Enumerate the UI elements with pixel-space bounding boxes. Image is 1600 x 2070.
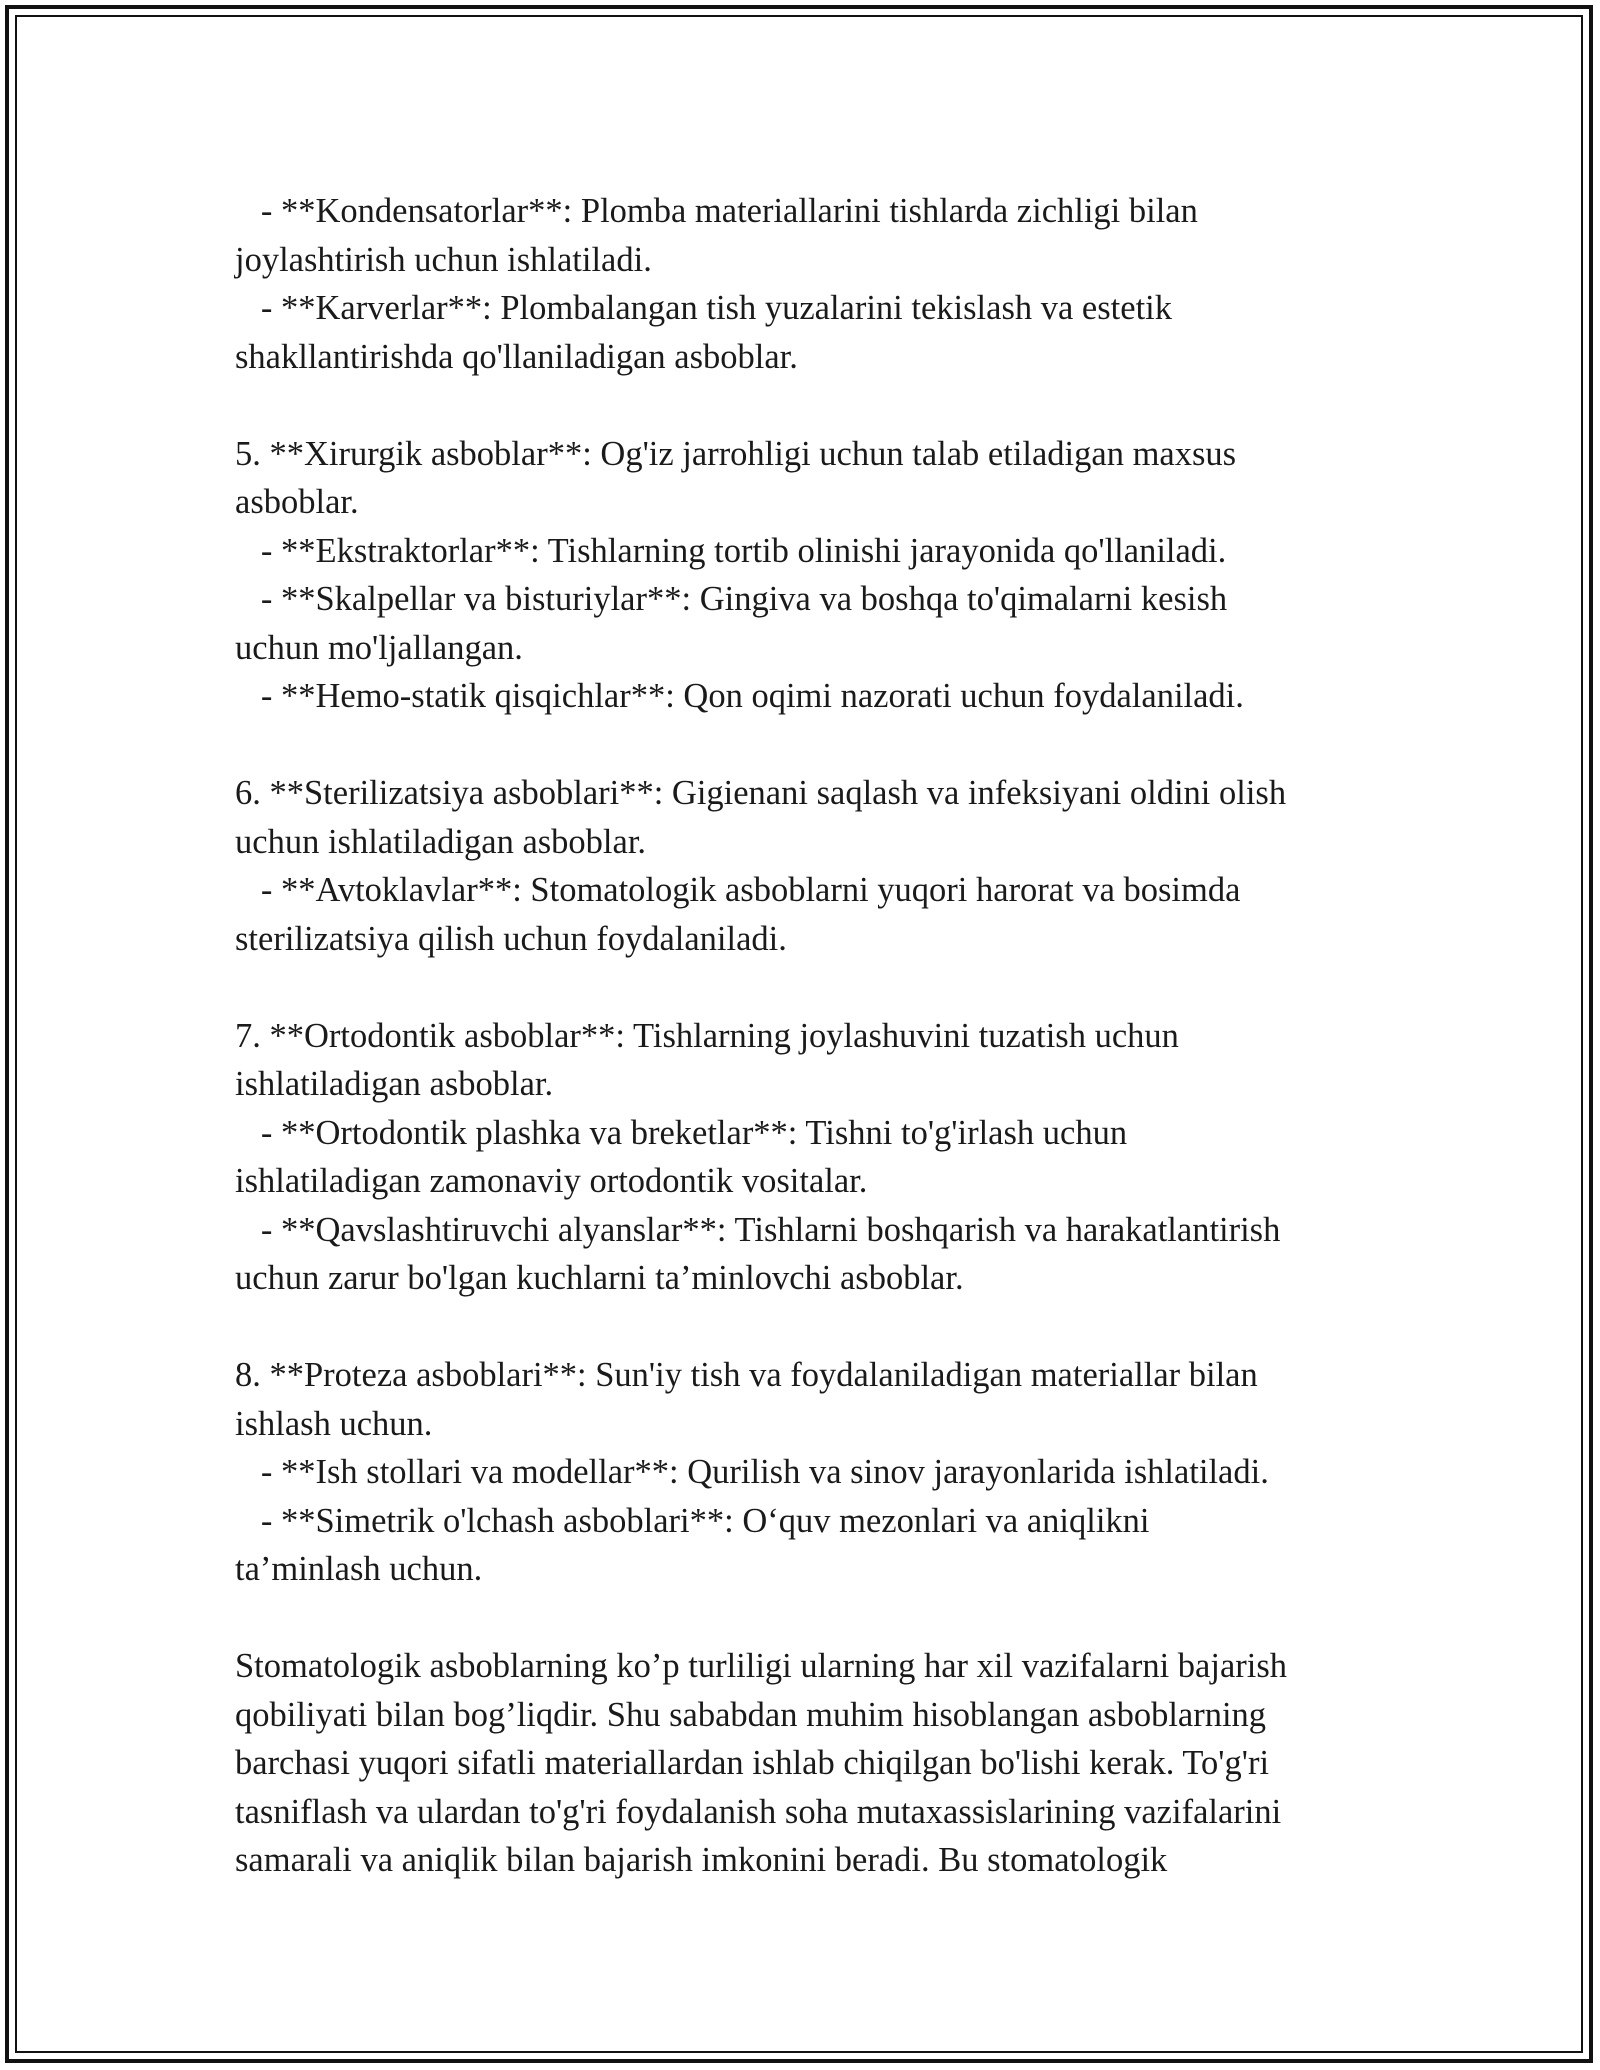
text-line: ishlash uchun. (235, 1404, 433, 1443)
text-line: Stomatologik asboblarning ko’p turliligi ularning har xil vazifalarni bajarish (235, 1647, 1288, 1685)
text-line: asboblar. (235, 483, 359, 521)
section-fillers (235, 187, 1385, 381)
text-line: - **Simetrik o'lchash asboblari**: O‘quv mezonlari va aniqlikni (235, 1501, 1150, 1540)
text-line: sterilizatsiya qilish uchun foydalaniladi. (235, 919, 787, 958)
text-line: ta’minlash uchun. (235, 1550, 483, 1588)
text-line: - **Qavslashtiruvchi alyanslar**: Tishlarni boshqarish va harakatlantirish (235, 1210, 1281, 1249)
text-line: ishlatiladigan zamonaviy ortodontik vositalar. (235, 1162, 868, 1200)
paragraph-gap (235, 721, 1385, 770)
text-line: uchun zarur bo'lgan kuchlarni ta’minlovchi asboblar. (235, 1259, 964, 1297)
text-line: 8. **Proteza asboblari**: Sun'iy tish va foydalaniladigan materiallar bilan (235, 1356, 1258, 1394)
document-body (235, 187, 1385, 1885)
section-conclusion-paragraph (235, 1642, 1385, 1885)
text-line: uchun mo'ljallangan. (235, 628, 523, 667)
text-line: - **Hemo-statik qisqichlar**: Qon oqimi nazorati uchun foydalaniladi. (235, 677, 1244, 715)
section-surgical-instruments (235, 430, 1385, 721)
text-line: - **Ekstraktorlar**: Tishlarning tortib olinishi jarayonida qo'llaniladi. (235, 531, 1227, 570)
text-line: - **Ortodontik plashka va breketlar**: Tishni to'g'irlash uchun (235, 1113, 1128, 1152)
paragraph-gap (235, 1303, 1385, 1352)
text-line: samarali va aniqlik bilan bajarish imkonini beradi. Bu stomatologik (235, 1841, 1168, 1879)
paragraph-gap (235, 381, 1385, 430)
text-line: 6. **Sterilizatsiya asboblari**: Gigienani saqlash va infeksiyani oldini olish (235, 774, 1287, 812)
section-orthodontic-instruments (235, 1012, 1385, 1303)
text-line: qobiliyati bilan bog’liqdir. Shu sababdan muhim hisoblangan asboblarning (235, 1695, 1267, 1734)
text-line: - **Skalpellar va bisturiylar**: Gingiva va boshqa to'qimalarni kesish (235, 580, 1228, 618)
text-line: - **Kondensatorlar**: Plomba materiallarini tishlarda zichligi bilan (235, 192, 1198, 230)
text-line: 5. **Xirurgik asboblar**: Og'iz jarrohligi uchun talab etiladigan maxsus (235, 434, 1237, 473)
text-line: - **Karverlar**: Plombalangan tish yuzalarini tekislash va estetik (235, 289, 1172, 327)
text-line: - **Ish stollari va modellar**: Qurilish va sinov jarayonlarida ishlatiladi. (235, 1453, 1269, 1491)
paragraph-gap (235, 1594, 1385, 1643)
section-prosthetic-instruments (235, 1351, 1385, 1594)
paragraph-gap (235, 963, 1385, 1012)
text-line: ishlatiladigan asboblar. (235, 1065, 554, 1103)
text-line: shakllantirishda qo'llaniladigan asboblar. (235, 337, 798, 376)
text-line: uchun ishlatiladigan asboblar. (235, 822, 647, 861)
section-sterilization-instruments (235, 769, 1385, 963)
text-line: - **Avtoklavlar**: Stomatologik asboblarni yuqori harorat va bosimda (235, 871, 1241, 909)
text-line: barchasi yuqori sifatli materiallardan ishlab chiqilgan bo'lishi kerak. To'g'ri (235, 1744, 1270, 1782)
text-line: tasniflash va ulardan to'g'ri foydalanish soha mutaxassislarining vazifalarini (235, 1792, 1282, 1831)
text-line: 7. **Ortodontik asboblar**: Tishlarning joylashuvini tuzatish uchun (235, 1016, 1179, 1055)
text-line: joylashtirish uchun ishlatiladi. (235, 240, 652, 279)
